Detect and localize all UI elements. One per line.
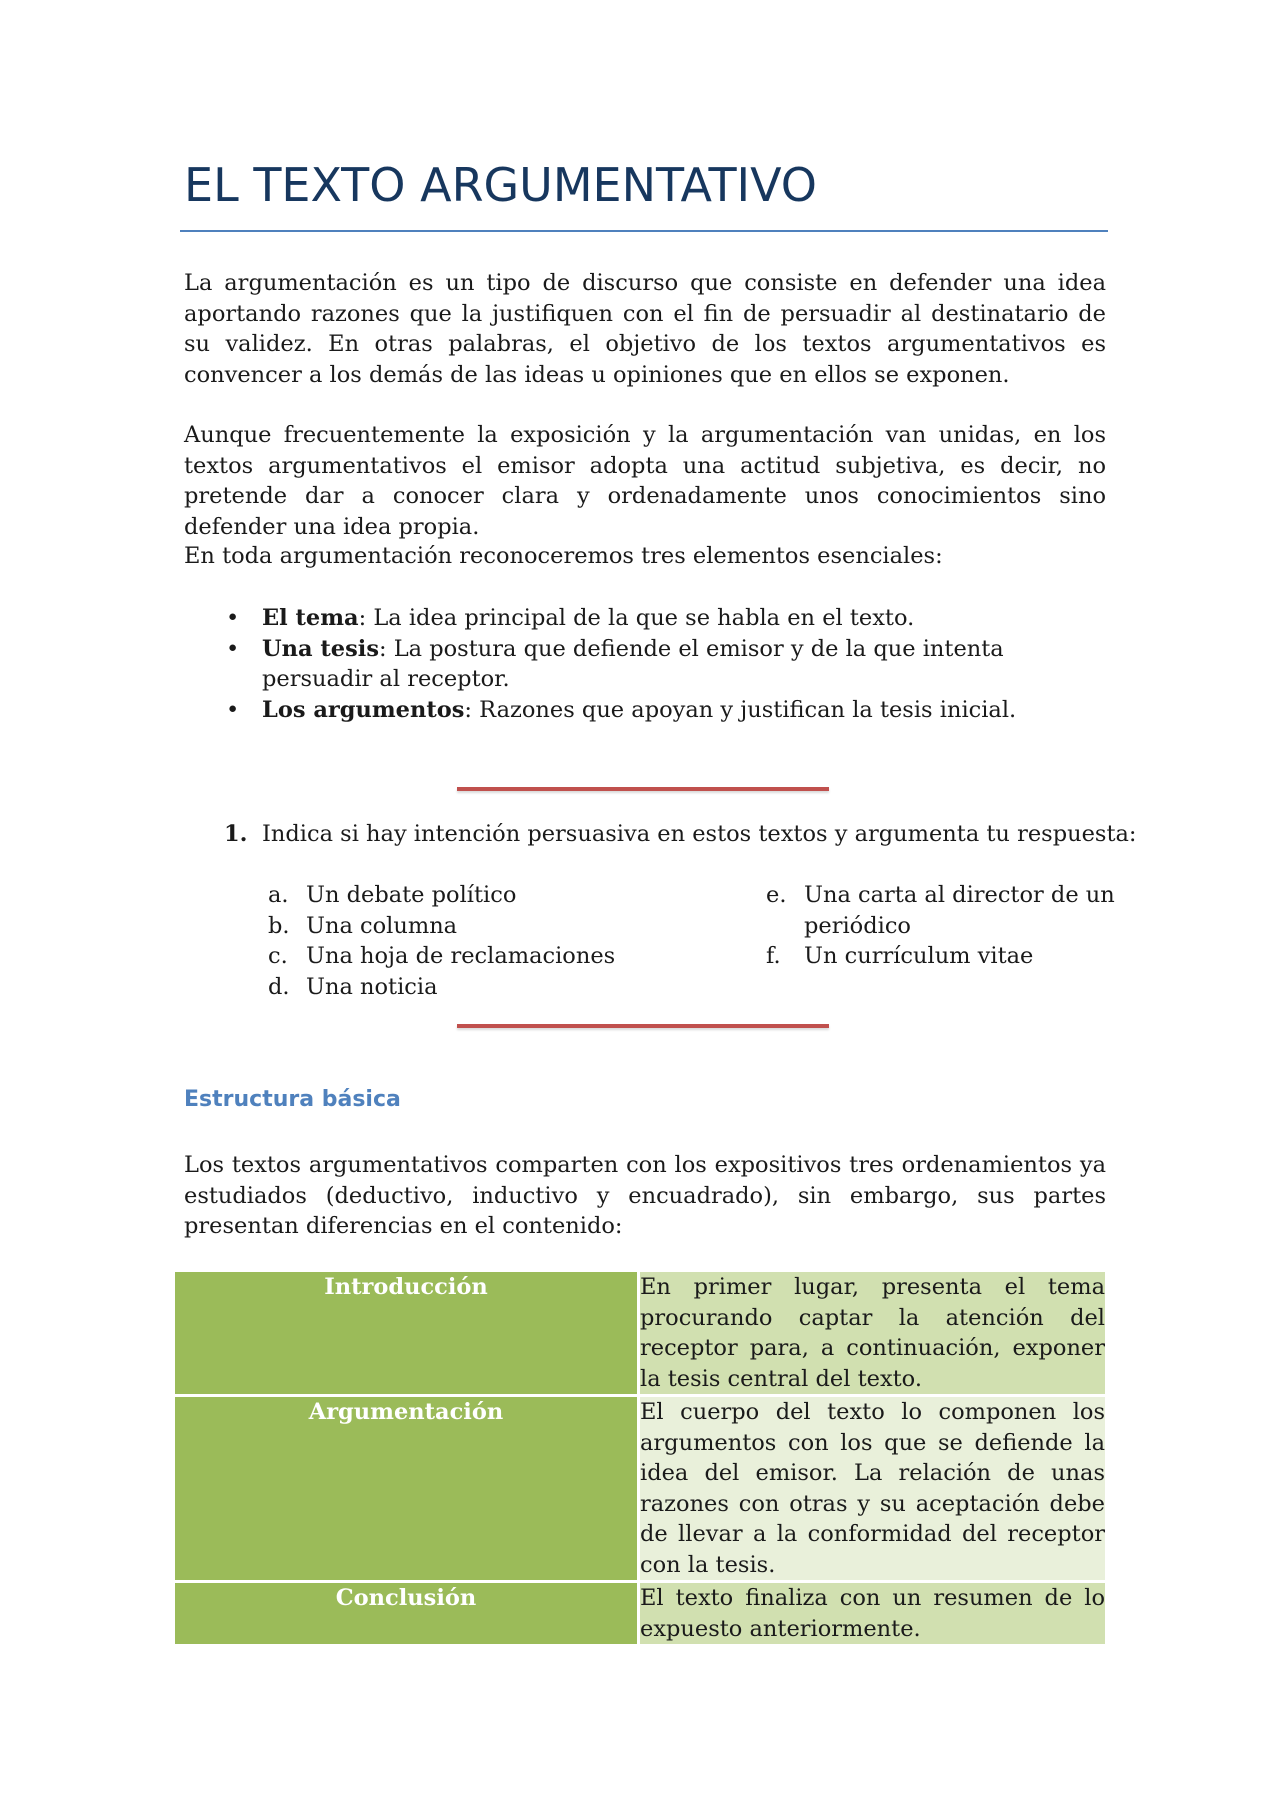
bullet-icon: • [226,605,240,631]
table-row [174,1582,1107,1646]
list-item [184,695,1106,726]
page-title: EL TEXTO ARGUMENTATIVO [184,158,817,212]
elements-list [184,603,1106,725]
option-text: Un currículum vitae [804,943,1034,969]
intro-paragraph: La argumentación es un tipo de discurso que consiste en defender una idea aportando razones que la justifiquen con el fin de persuadir al destinatario de su validez. En otras palabras, el objetivo de los textos argumentativos es convencer a los demás de las ideas u opiniones que en ellos se exponen. [184,270,1106,388]
element-text: : La idea principal de la que se habla en el texto. [358,605,915,631]
table-row [174,1271,1107,1396]
bullet-icon: • [226,635,240,662]
second-paragraph: Aunque frecuentemente la exposición y la argumentación van unidas, en los textos argumentativos el emisor adopta una actitud subjetiva, es decir, no pretende dar a conocer clara y ordenadamente unos conocimientos sino defender una idea propia. [184,422,1106,540]
element-text: : La postura que defiende el emisor y de la que intenta persuadir al receptor. [262,635,1004,692]
title-underline [180,230,1108,232]
element-term: Una tesis [262,635,379,662]
section-heading: Estructura básica [184,1087,401,1112]
option-letter: e. [766,882,787,908]
table-cell-part: Argumentación [174,1396,639,1582]
table-cell-description: En primer lugar, presenta el tema procurando captar la atención del receptor para, a continuación, exponer la tesis central del texto. [639,1271,1107,1396]
exercise-bottom-separator [457,1024,829,1028]
bullet-icon: • [226,696,240,723]
option-text: Una hoja de reclamaciones [306,943,616,969]
option-text: Una noticia [306,974,438,1000]
elements-lead: En toda argumentación reconoceremos tres elementos esenciales: [184,543,943,569]
element-term: El tema [262,605,359,631]
option-letter: f. [766,943,781,969]
option-letter: d. [268,974,290,1000]
element-term: Los argumentos [262,696,465,723]
option-letter: b. [268,913,290,939]
exercise-text: Indica si hay intención persuasiva en estos textos y argumenta tu respuesta: [262,821,1137,847]
table-cell-part: Introducción [174,1271,639,1396]
option-text: periódico [804,913,911,939]
element-text: : Razones que apoyan y justifican la tesis inicial. [464,696,1017,723]
exercise-number: 1. [224,821,248,847]
option-letter: c. [268,943,288,969]
table-row [174,1396,1107,1582]
option-letter: a. [268,882,289,908]
option-text: Una columna [306,913,458,939]
list-item [184,603,1106,634]
list-item [184,634,1106,695]
table-cell-description: El texto finaliza con un resumen de lo expuesto anteriormente. [639,1582,1107,1646]
structure-intro: Los textos argumentativos comparten con los expositivos tres ordenamientos ya estudiados (deductivo, inductivo y encuadrado), sin embargo, sus partes presentan diferencias en el contenido: [184,1152,1106,1239]
table-cell-part: Conclusión [174,1582,639,1646]
structure-table [172,1269,1108,1647]
option-text: Una carta al director de un [804,882,1115,908]
exercise-top-separator [457,787,829,791]
option-text: Un debate político [306,882,517,908]
table-cell-description: El cuerpo del texto lo componen los argumentos con los que se defiende la idea del emisor. La relación de unas razones con otras y su aceptación debe de llevar a la conformidad del receptor con la tesis. [639,1396,1107,1582]
